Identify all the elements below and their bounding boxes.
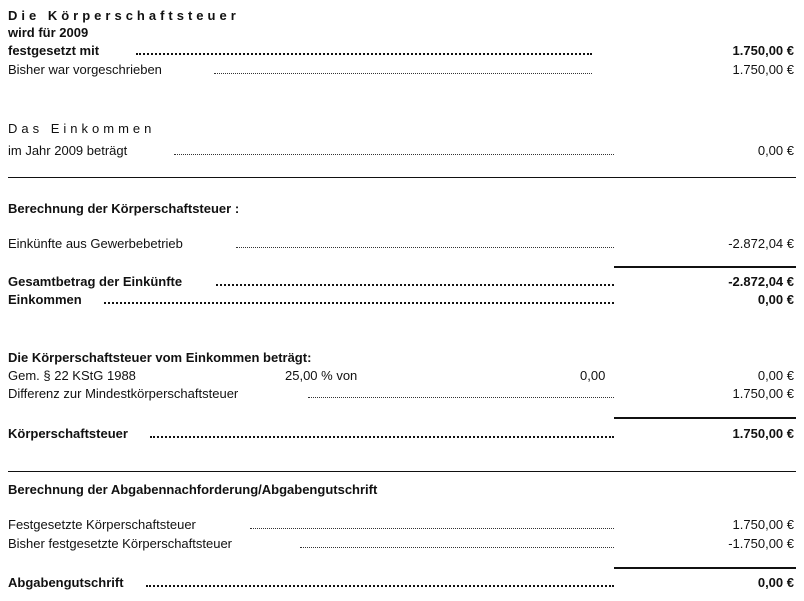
einkuenfte-value: -2.872,04 € <box>728 236 794 251</box>
bisher-value: 1.750,00 € <box>732 62 794 77</box>
kst-total-value: 1.750,00 € <box>732 426 794 441</box>
section-divider <box>8 177 796 178</box>
gutschrift-label: Abgabengutschrift <box>8 575 124 590</box>
steuer-heading: Die Körperschaftsteuer vom Einkommen beträgt: <box>8 350 312 365</box>
gem-base: 0,00 <box>580 368 606 383</box>
bisher-festgesetzte-label: Bisher festgesetzte Körperschaftsteuer <box>8 536 233 551</box>
kst-total-label: Körperschaftsteuer <box>8 426 128 441</box>
dot-leader <box>104 300 614 304</box>
bisher-festgesetzte-value: -1.750,00 € <box>728 536 794 551</box>
sum-line <box>614 417 796 419</box>
sum-line <box>614 266 796 268</box>
dot-leader <box>136 51 592 55</box>
gem-value: 0,00 € <box>757 368 794 383</box>
einkommen-jahr-label: im Jahr 2009 beträgt <box>8 143 128 158</box>
bisher-label: Bisher war vorgeschrieben <box>8 62 162 77</box>
dot-leader <box>308 394 614 398</box>
einkommen-value: 0,00 € <box>757 292 794 307</box>
section-divider <box>8 471 796 472</box>
gutschrift-value: 0,00 € <box>757 575 794 590</box>
dot-leader <box>146 583 614 587</box>
dot-leader <box>216 282 614 286</box>
einkommen-label: Einkommen <box>8 292 82 307</box>
gem-rate: 25,00 % von <box>285 368 358 383</box>
einkommen-title: Das Einkommen <box>8 121 156 136</box>
header-title-line2: wird für 2009 <box>8 25 89 40</box>
gesamtbetrag-label: Gesamtbetrag der Einkünfte <box>8 274 183 289</box>
festgesetzte-kst-label: Festgesetzte Körperschaftsteuer <box>8 517 196 532</box>
festgesetzt-label: festgesetzt mit <box>8 43 100 58</box>
header-title-line1: Die Körperschaftsteuer <box>8 8 240 23</box>
dot-leader <box>250 525 614 529</box>
dot-leader <box>174 151 614 155</box>
sum-line <box>614 567 796 569</box>
gesamtbetrag-value: -2.872,04 € <box>728 274 794 289</box>
abgaben-heading: Berechnung der Abgabennachforderung/Abgabengutschrift <box>8 482 378 497</box>
berechnung-heading: Berechnung der Körperschaftsteuer : <box>8 201 240 216</box>
gem-label: Gem. § 22 KStG 1988 <box>8 368 136 383</box>
dot-leader <box>150 434 614 438</box>
dot-leader <box>300 544 614 548</box>
differenz-value: 1.750,00 € <box>732 386 794 401</box>
differenz-label: Differenz zur Mindestkörperschaftsteuer <box>8 386 239 401</box>
einkuenfte-label: Einkünfte aus Gewerbebetrieb <box>8 236 183 251</box>
einkommen-jahr-value: 0,00 € <box>757 143 794 158</box>
festgesetzte-kst-value: 1.750,00 € <box>732 517 794 532</box>
dot-leader <box>236 244 614 248</box>
festgesetzt-value: 1.750,00 € <box>732 43 794 58</box>
dot-leader <box>214 70 592 74</box>
